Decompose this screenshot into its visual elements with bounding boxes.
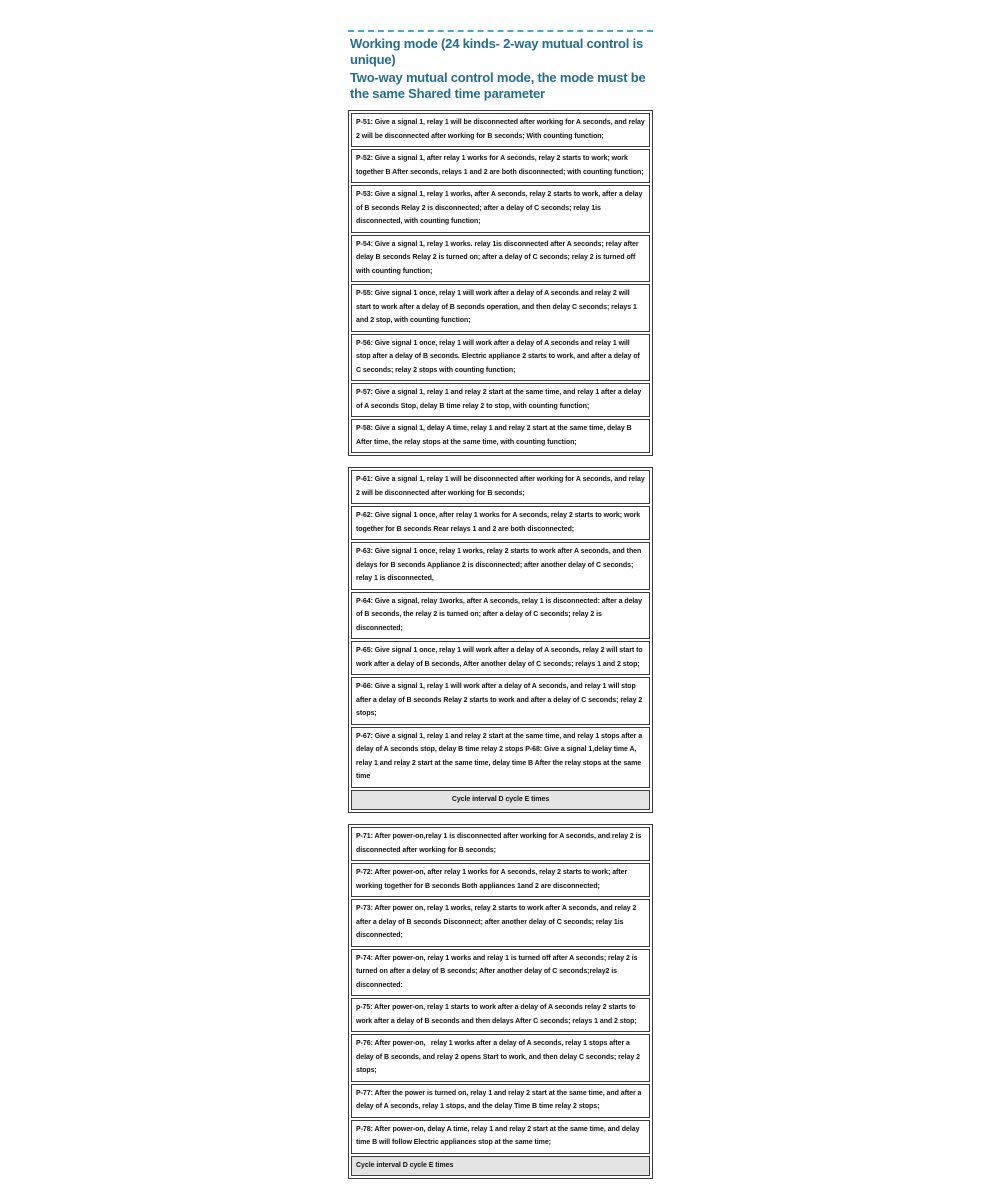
table-row bbox=[351, 235, 650, 283]
document-page bbox=[348, 30, 653, 1190]
table-row bbox=[351, 727, 650, 788]
table-row bbox=[351, 113, 650, 147]
mode-description-cell: P-57: Give a signal 1, relay 1 and relay 2 start at the same time, and relay 1 after a delay of A seconds Stop, delay B time relay 2 to stop, with counting function; bbox=[351, 383, 650, 417]
mode-description-cell: P-67: Give a signal 1, relay 1 and relay 2 start at the same time, and relay 1 stops after a delay of A seconds stop, delay B time relay 2 stops P-68: Give a signal 1,delay time A, relay 1 and relay 2 start at the same time, delay time B After the relay stops at the same time bbox=[351, 727, 650, 788]
mode-description-cell: P-51: Give a signal 1, relay 1 will be disconnected after working for A seconds, and relay 2 will be disconnected after working for B seconds; With counting function; bbox=[351, 113, 650, 147]
working-mode-table-2 bbox=[348, 467, 653, 813]
table-row bbox=[351, 1084, 650, 1118]
mode-description-cell: P-64: Give a signal, relay 1works, after A seconds, relay 1 is disconnected: after a delay of B seconds, the relay 2 is turned on; after a delay of C seconds; relay 2 is disconnected; bbox=[351, 592, 650, 640]
mode-description-cell: P-65: Give signal 1 once, relay 1 will work after a delay of A seconds, relay 2 will start to work after a delay of B seconds, After another delay of C seconds; relays 1 and 2 stop; bbox=[351, 641, 650, 675]
cycle-interval-cell: Cycle interval D cycle E times bbox=[351, 790, 650, 811]
mode-description-cell: P-72: After power-on, after relay 1 works for A seconds, relay 2 starts to work; after working together for B seconds Both appliances 1and 2 are disconnected; bbox=[351, 863, 650, 897]
working-mode-table-1 bbox=[348, 110, 653, 456]
mode-description-cell: P-74: After power-on, relay 1 works and relay 1 is turned off after A seconds; relay 2 is turned on after a delay of B seconds; After another delay of C seconds;relay2 is disconnected: bbox=[351, 949, 650, 997]
table-row bbox=[351, 1034, 650, 1082]
table-row bbox=[351, 383, 650, 417]
mode-description-cell: P-78: After power-on, delay A time, relay 1 and relay 2 start at the same time, and delay time B will follow Electric appliances stop at the same time; bbox=[351, 1120, 650, 1154]
mode-description-cell: p-75: After power-on, relay 1 starts to work after a delay of A seconds relay 2 starts to work after a delay of B seconds and then delays After C seconds; relays 1 and 2 stop; bbox=[351, 998, 650, 1032]
table-row bbox=[351, 899, 650, 947]
heading-line-1: Working mode (24 kinds- 2-way mutual control is unique) bbox=[350, 36, 644, 67]
table-row bbox=[351, 542, 650, 590]
table-row bbox=[351, 506, 650, 540]
table-row bbox=[351, 419, 650, 453]
mode-description-cell: P-76: After power-on, relay 1 works after a delay of A seconds, relay 1 stops after a delay of B seconds, and relay 2 opens Start to work, and then delay C seconds; relay 2 stops; bbox=[351, 1034, 650, 1082]
working-mode-table-3 bbox=[348, 824, 653, 1179]
mode-description-cell: P-66: Give a signal 1, relay 1 will work after a delay of A seconds, and relay 1 will stop after a delay of B seconds Relay 2 starts to work and after a delay of C seconds; relay 2 stops; bbox=[351, 677, 650, 725]
table-row bbox=[351, 641, 650, 675]
mode-description-cell: P-63: Give signal 1 once, relay 1 works, relay 2 starts to work after A seconds, and then delays for B seconds Appliance 2 is disconnected; after another delay of C seconds; relay 1 is disconnected, bbox=[351, 542, 650, 590]
table-row bbox=[351, 677, 650, 725]
table-row bbox=[351, 1156, 650, 1177]
mode-description-cell: P-62: Give signal 1 once, after relay 1 works for A seconds, relay 2 starts to work; work together for B seconds Rear relays 1 and 2 are both disconnected; bbox=[351, 506, 650, 540]
mode-description-cell: P-54: Give a signal 1, relay 1 works. relay 1is disconnected after A seconds; relay after delay B seconds Relay 2 is turned on; after a delay of C seconds; relay 2 is turned off with counting function; bbox=[351, 235, 650, 283]
section-heading bbox=[348, 30, 653, 110]
mode-description-cell: P-52: Give a signal 1, after relay 1 works for A seconds, relay 2 starts to work; work together B After seconds, relays 1 and 2 are both disconnected; with counting function; bbox=[351, 149, 650, 183]
mode-description-cell: P-53: Give a signal 1, relay 1 works, after A seconds, relay 2 starts to work, after a delay of B seconds Relay 2 is disconnected; after a delay of C seconds; relay 1is disconnected, with counting function; bbox=[351, 185, 650, 233]
mode-description-cell: P-73: After power on, relay 1 works, relay 2 starts to work after A seconds, and relay 2 after a delay of B seconds Disconnect; after another delay of C seconds; relay 1is disconnected; bbox=[351, 899, 650, 947]
table-row bbox=[351, 334, 650, 382]
heading-line-2: Two-way mutual control mode, the mode must be the same Shared time parameter bbox=[350, 70, 646, 101]
cycle-interval-cell: Cycle interval D cycle E times bbox=[351, 1156, 650, 1177]
mode-description-cell: P-58: Give a signal 1, delay A time, relay 1 and relay 2 start at the same time, delay B After time, the relay stops at the same time, with counting function; bbox=[351, 419, 650, 453]
mode-description-cell: P-77: After the power is turned on, relay 1 and relay 2 start at the same time, and after a delay of A seconds, relay 1 stops, and the delay Time B time relay 2 stops; bbox=[351, 1084, 650, 1118]
table-row bbox=[351, 790, 650, 811]
table-row bbox=[351, 284, 650, 332]
table-row bbox=[351, 863, 650, 897]
mode-description-cell: P-55: Give signal 1 once, relay 1 will work after a delay of A seconds and relay 2 will start to work after a delay of B seconds operation, and then delay C seconds; relays 1 and 2 stop, with counting function; bbox=[351, 284, 650, 332]
table-row bbox=[351, 949, 650, 997]
table-row bbox=[351, 185, 650, 233]
mode-description-cell: P-71: After power-on,relay 1 is disconnected after working for A seconds, and relay 2 is disconnected after working for B seconds; bbox=[351, 827, 650, 861]
mode-description-cell: P-56: Give signal 1 once, relay 1 will work after a delay of A seconds and relay 1 will stop after a delay of B seconds. Electric appliance 2 starts to work, and after a delay of C seconds; relay 2 stops with counting function; bbox=[351, 334, 650, 382]
table-row bbox=[351, 592, 650, 640]
mode-description-cell: P-61: Give a signal 1, relay 1 will be disconnected after working for A seconds, and relay 2 will be disconnected after working for B seconds; bbox=[351, 470, 650, 504]
table-row bbox=[351, 470, 650, 504]
table-row bbox=[351, 149, 650, 183]
table-row bbox=[351, 827, 650, 861]
table-row bbox=[351, 998, 650, 1032]
table-row bbox=[351, 1120, 650, 1154]
